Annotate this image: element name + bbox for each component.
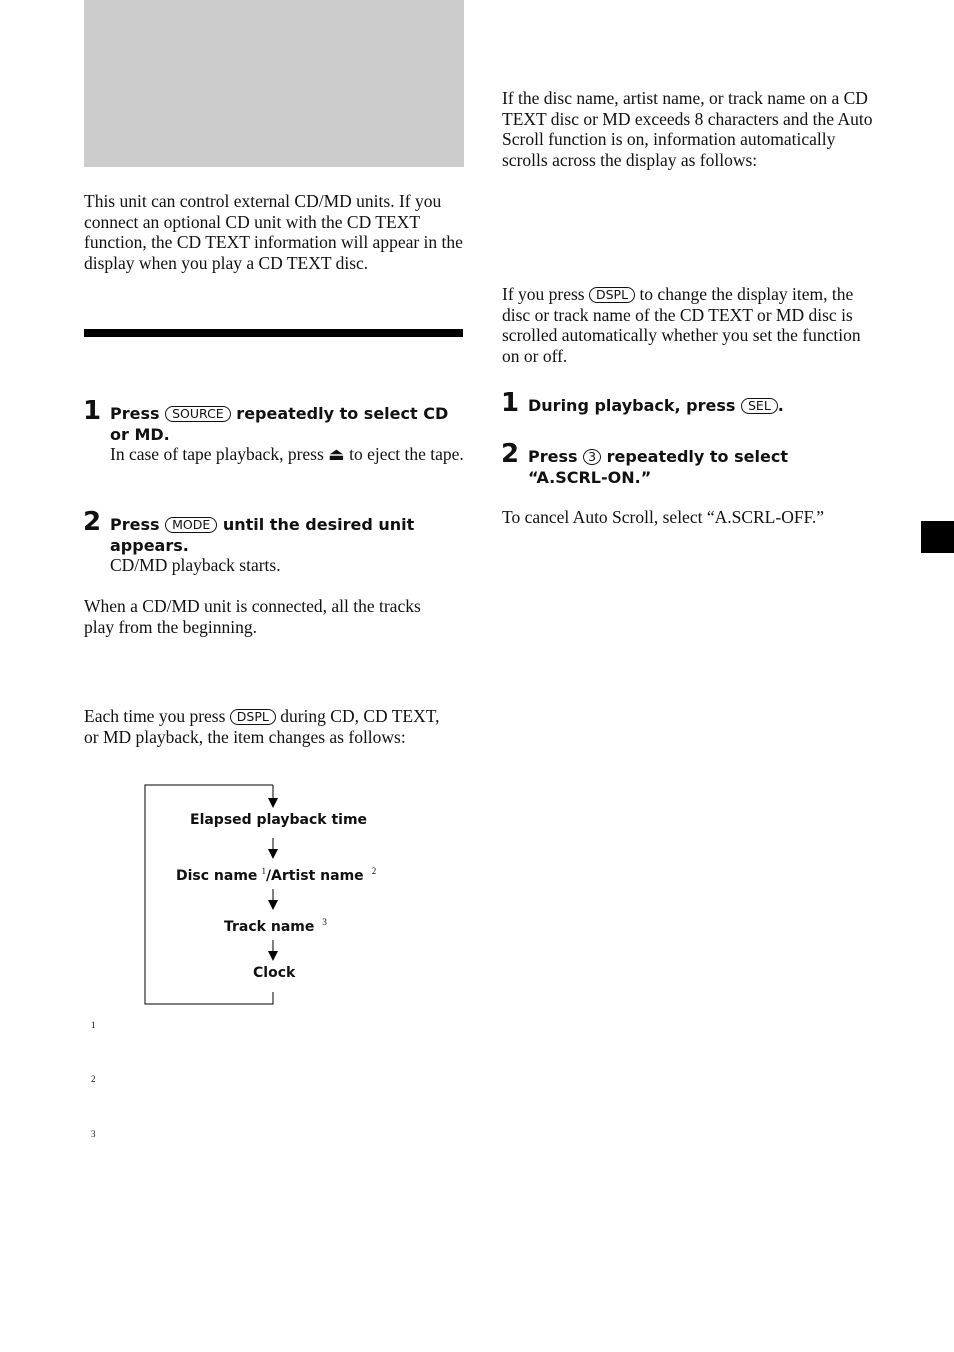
step-number-2: 2 — [83, 507, 102, 537]
right-step2-line2: “A.SCRL-ON.” — [528, 468, 652, 487]
section-rule — [84, 329, 463, 337]
right-step-number-1: 1 — [501, 388, 520, 418]
step2-note: CD/MD playback starts. — [110, 555, 281, 575]
footnote-ref-3: 3 — [322, 917, 327, 927]
source-button[interactable]: SOURCE — [165, 406, 231, 422]
right-step2-instruction — [528, 446, 868, 488]
dspl-button-right[interactable]: DSPL — [589, 287, 635, 303]
footnote-3: 3 — [91, 1129, 96, 1139]
flow-track-name — [224, 914, 327, 935]
step1-note-pre: In case of tape playback, press — [110, 444, 324, 464]
dspl-scroll-post: to change the display item, the disc or track name of the CD TEXT or MD disc is scrolled automatically whether you set the function on or off. — [502, 284, 861, 366]
intro-paragraph: This unit can control external CD/MD units. If you connect an optional CD unit with the CD TEXT function, the CD TEXT information will appear in the display when you play a CD TEXT disc. — [84, 191, 463, 273]
flow-elapsed-time: Elapsed playback time — [190, 812, 368, 828]
step1-note — [110, 444, 466, 465]
step-number-1: 1 — [83, 396, 102, 426]
sel-button[interactable]: SEL — [741, 398, 778, 414]
step1-note-post: to eject the tape. — [349, 444, 464, 464]
mode-button[interactable]: MODE — [165, 517, 217, 533]
step1-press-text: Press — [110, 404, 160, 423]
right-step2-post: repeatedly to select — [606, 447, 788, 466]
eject-icon: ⏏ — [328, 444, 345, 464]
right-step2-pre: Press — [528, 447, 578, 466]
step1-post-text: repeatedly to select CD or MD. — [110, 404, 449, 444]
dspl-button[interactable]: DSPL — [230, 709, 276, 725]
footnote-ref-1: 1 — [261, 866, 266, 876]
step2-instruction — [110, 514, 440, 556]
page-edge-tab — [921, 521, 954, 553]
right-step1-pre: During playback, press — [528, 396, 736, 415]
flow-clock: Clock — [253, 965, 296, 981]
flow-disc-artist-name — [176, 863, 376, 884]
display-post: during CD, CD TEXT, or MD playback, the item changes as follows: — [84, 706, 440, 747]
right-step1-post: . — [777, 396, 784, 415]
dspl-scroll-pre: If you press — [502, 284, 585, 304]
autoscroll-intro: If the disc name, artist name, or track name on a CD TEXT disc or MD exceeds 8 characters and the Auto Scroll function is on, information automatically scrolls across the display as follows: — [502, 88, 873, 170]
footnote-ref-2: 2 — [371, 866, 377, 876]
right-step-number-2: 2 — [501, 439, 520, 469]
connected-note: When a CD/MD unit is connected, all the tracks play from the beginning. — [84, 596, 421, 637]
section-header-box — [84, 0, 464, 167]
display-change-paragraph — [84, 706, 454, 747]
number-3-button[interactable]: 3 — [583, 449, 601, 465]
display-pre: Each time you press — [84, 706, 226, 726]
cancel-autoscroll-note: To cancel Auto Scroll, select “A.SCRL-OFF.” — [502, 507, 825, 527]
flow-artist-name: /Artist name — [265, 868, 364, 884]
footnote-2: 2 — [91, 1074, 96, 1084]
step2-post-text: until the desired unit appears. — [110, 515, 415, 555]
step2-press-text: Press — [110, 515, 160, 534]
flow-disc-name: Disc name — [176, 868, 258, 884]
flow-track-name-text: Track name — [224, 919, 315, 935]
dspl-scroll-paragraph — [502, 284, 882, 366]
step1-instruction — [110, 403, 465, 445]
footnote-1: 1 — [91, 1020, 96, 1030]
right-step1-instruction — [528, 395, 868, 416]
